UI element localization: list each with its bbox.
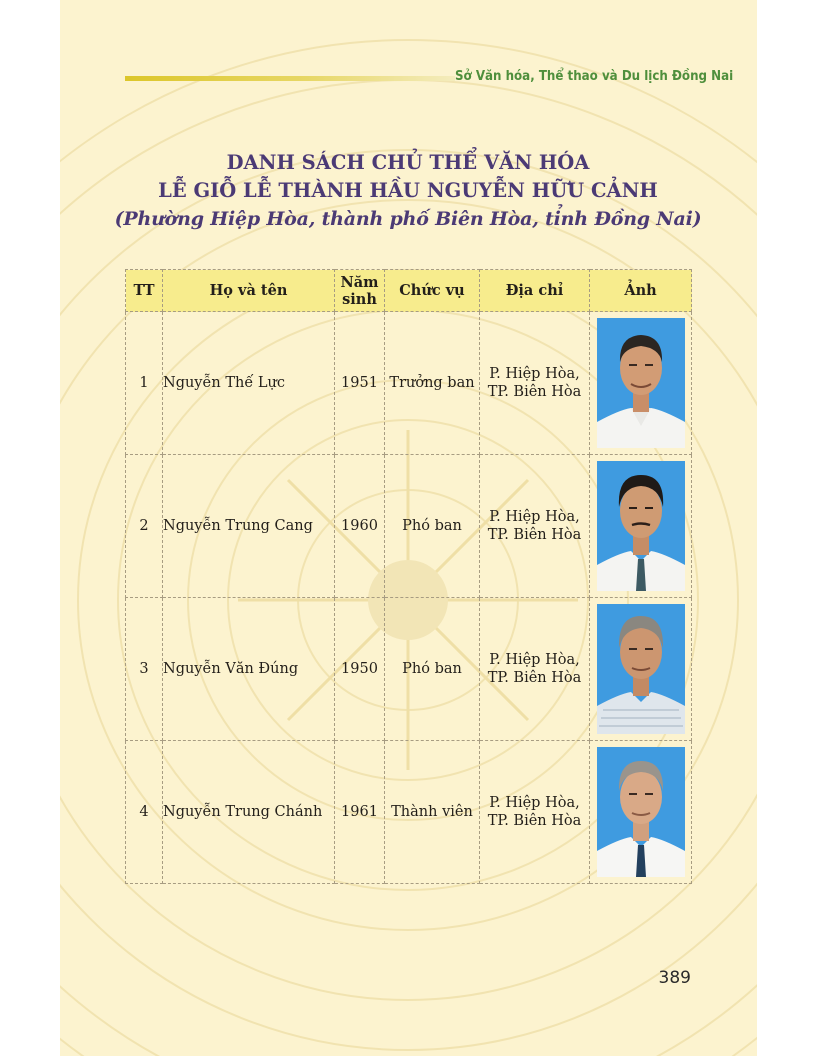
- header-year: [335, 270, 385, 312]
- document-title-line2: LỄ GIỖ LỄ THÀNH HẦU NGUYỄN HỮU CẢNH: [158, 179, 658, 202]
- address-line2: TP. Biên Hòa: [487, 813, 582, 829]
- roster-table: [125, 269, 692, 884]
- address-line1: P. Hiệp Hòa,: [489, 795, 580, 811]
- address-line1: P. Hiệp Hòa,: [489, 652, 580, 668]
- cell-name: Nguyễn Trung Cang: [163, 455, 335, 598]
- document-title-line1: DANH SÁCH CHỦ THỂ VĂN HÓA: [226, 151, 590, 174]
- cell-address: [480, 312, 590, 455]
- cell-role: Thành viên: [385, 741, 480, 884]
- portrait-photo: [597, 604, 685, 734]
- header-year-line2: sinh: [342, 290, 377, 308]
- document-subtitle: (Phường Hiệp Hòa, thành phố Biên Hòa, tỉnh Đồng Nai): [114, 208, 702, 230]
- header-bar: [125, 76, 455, 81]
- cell-photo: [590, 312, 692, 455]
- cell-year: 1961: [335, 741, 385, 884]
- address-line2: TP. Biên Hòa: [487, 384, 582, 400]
- cell-tt: 2: [126, 455, 163, 598]
- cell-tt: 1: [126, 312, 163, 455]
- header-photo: Ảnh: [590, 270, 692, 312]
- cell-photo: [590, 455, 692, 598]
- cell-photo: [590, 598, 692, 741]
- table-row: [126, 455, 692, 598]
- cell-photo: [590, 741, 692, 884]
- header-year-line1: Năm: [340, 273, 379, 291]
- cell-role: Trưởng ban: [385, 312, 480, 455]
- page-number: 389: [658, 968, 691, 988]
- cell-address: [480, 741, 590, 884]
- table-row: [126, 741, 692, 884]
- address-line1: P. Hiệp Hòa,: [489, 509, 580, 525]
- department-header: Sở Văn hóa, Thể thao và Du lịch Đồng Nai: [455, 69, 734, 84]
- cell-role: Phó ban: [385, 598, 480, 741]
- header-name: Họ và tên: [163, 270, 335, 312]
- address-line1: P. Hiệp Hòa,: [489, 366, 580, 382]
- cell-year: 1951: [335, 312, 385, 455]
- address-line2: TP. Biên Hòa: [487, 670, 582, 686]
- cell-name: Nguyễn Văn Đúng: [163, 598, 335, 741]
- table-header-row: [126, 270, 692, 312]
- header-role: Chức vụ: [385, 270, 480, 312]
- header-tt: TT: [126, 270, 163, 312]
- address-line2: TP. Biên Hòa: [487, 527, 582, 543]
- portrait-photo: [597, 461, 685, 591]
- table-row: [126, 598, 692, 741]
- portrait-photo: [597, 318, 685, 448]
- header-address: Địa chỉ: [480, 270, 590, 312]
- table-row: [126, 312, 692, 455]
- cell-role: Phó ban: [385, 455, 480, 598]
- cell-name: Nguyễn Trung Chánh: [163, 741, 335, 884]
- cell-address: [480, 455, 590, 598]
- cell-tt: 3: [126, 598, 163, 741]
- cell-year: 1960: [335, 455, 385, 598]
- cell-address: [480, 598, 590, 741]
- cell-name: Nguyễn Thế Lực: [163, 312, 335, 455]
- portrait-photo: [597, 747, 685, 877]
- cell-tt: 4: [126, 741, 163, 884]
- cell-year: 1950: [335, 598, 385, 741]
